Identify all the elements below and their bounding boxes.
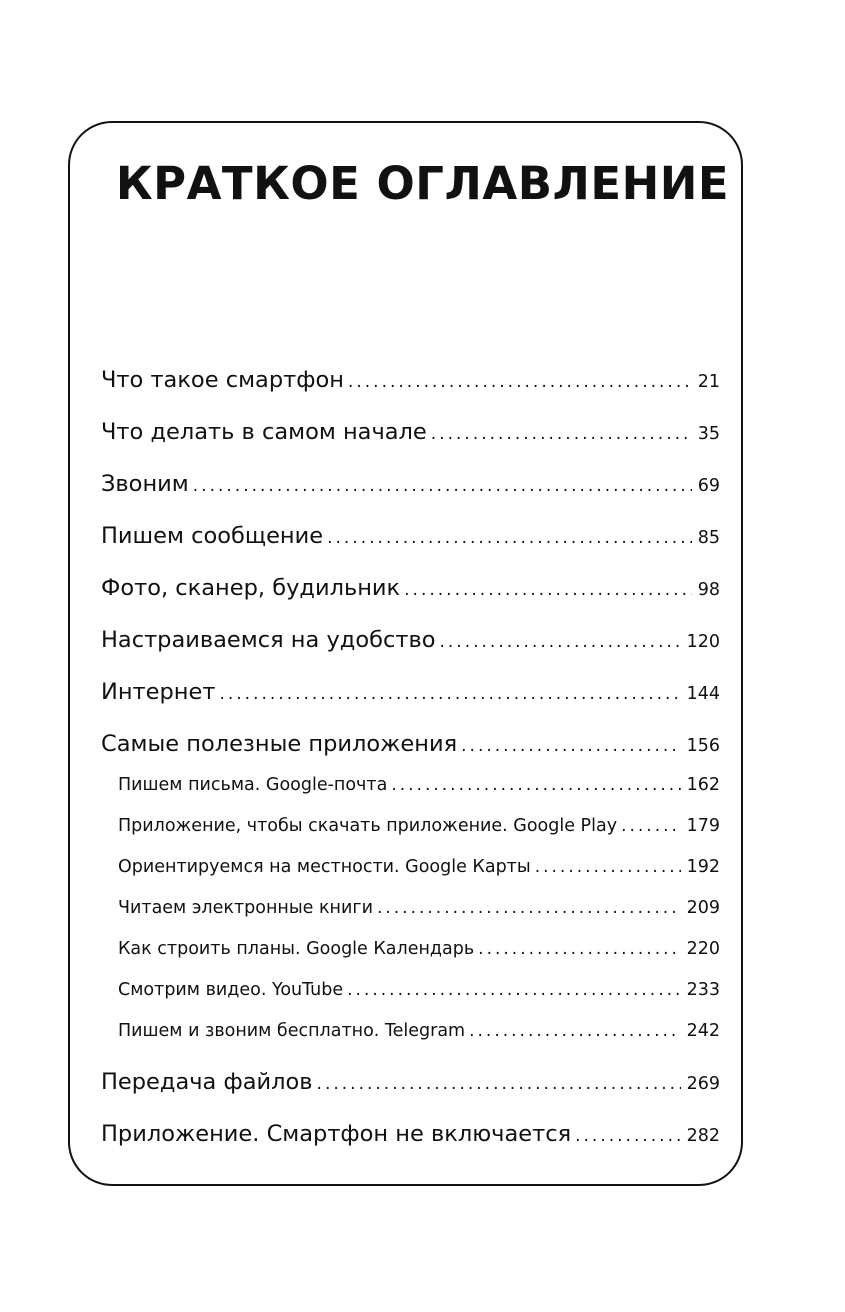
toc-entry [101,364,720,396]
toc-entry-page: 98 [697,580,720,600]
toc-entry [101,416,720,448]
toc-entry-label: Приложение, чтобы скачать приложение. Google Play [118,816,618,836]
dot-leader [219,678,680,708]
toc-entry [101,1066,720,1098]
dot-leader [348,366,692,396]
toc-entry-page: 120 [686,632,720,652]
toc-entry-page: 269 [686,1074,720,1094]
dot-leader [621,813,681,839]
toc-entry-page: 233 [686,980,720,1000]
toc-entry-page: 179 [686,816,720,836]
toc-entry [101,468,720,500]
table-of-contents [101,0,720,1312]
toc-entry-label: Читаем электронные книги [118,898,373,918]
toc-entry-label: Настраиваемся на удобство [101,627,436,653]
toc-subentry [118,772,720,798]
dot-leader [439,626,680,656]
toc-subentry [118,1018,720,1044]
toc-entry-page: 209 [686,898,720,918]
toc-entry-page: 35 [697,424,720,444]
toc-entry-label: Звоним [101,471,189,497]
toc-entry-page: 21 [697,372,720,392]
toc-entry-label: Ориентируемся на местности. Google Карты [118,857,531,877]
dot-leader [535,854,681,880]
dot-leader [404,574,692,604]
toc-entry [101,572,720,604]
dot-leader [377,895,681,921]
toc-entry [101,728,720,760]
toc-entry-label: Пишем сообщение [101,523,324,549]
toc-entry-label: Пишем и звоним бесплатно. Telegram [118,1021,466,1041]
toc-entry [101,624,720,656]
toc-entry-page: 69 [697,476,720,496]
toc-entry-page: 144 [686,684,720,704]
toc-entry-page: 85 [697,528,720,548]
toc-entry-label: Что делать в самом начале [101,419,427,445]
toc-subentry [118,977,720,1003]
toc-entry-label: Самые полезные приложения [101,731,458,757]
page-title: КРАТКОЕ ОГЛАВЛЕНИЕ [115,157,730,210]
dot-leader [478,936,680,962]
dot-leader [431,418,692,448]
toc-entry-page: 192 [686,857,720,877]
toc-entry-page: 220 [686,939,720,959]
dot-leader [461,730,680,760]
dot-leader [193,470,692,500]
toc-entry-label: Передача файлов [101,1069,313,1095]
toc-entry-label: Как строить планы. Google Календарь [118,939,475,959]
toc-entry-label: Фото, сканер, будильник [101,575,401,601]
toc-subentry [118,895,720,921]
toc-entry [101,1118,720,1150]
toc-entry-page: 242 [686,1021,720,1041]
toc-entry [101,520,720,552]
toc-entry-label: Пишем письма. Google-почта [118,775,388,795]
dot-leader [327,522,692,552]
toc-entry-page: 282 [686,1126,720,1146]
toc-entry-page: 162 [686,775,720,795]
dot-leader [469,1018,680,1044]
toc-subentry [118,936,720,962]
toc-entry-label: Смотрим видео. YouTube [118,980,344,1000]
dot-leader [347,977,680,1003]
toc-subentry [118,854,720,880]
dot-leader [575,1120,680,1150]
toc-entry-label: Приложение. Смартфон не включается [101,1121,572,1147]
dot-leader [317,1068,681,1098]
toc-entry [101,676,720,708]
toc-entry-label: Что такое смартфон [101,367,344,393]
dot-leader [391,772,680,798]
toc-subentry [118,813,720,839]
toc-entry-label: Интернет [101,679,216,705]
toc-entry-page: 156 [686,736,720,756]
